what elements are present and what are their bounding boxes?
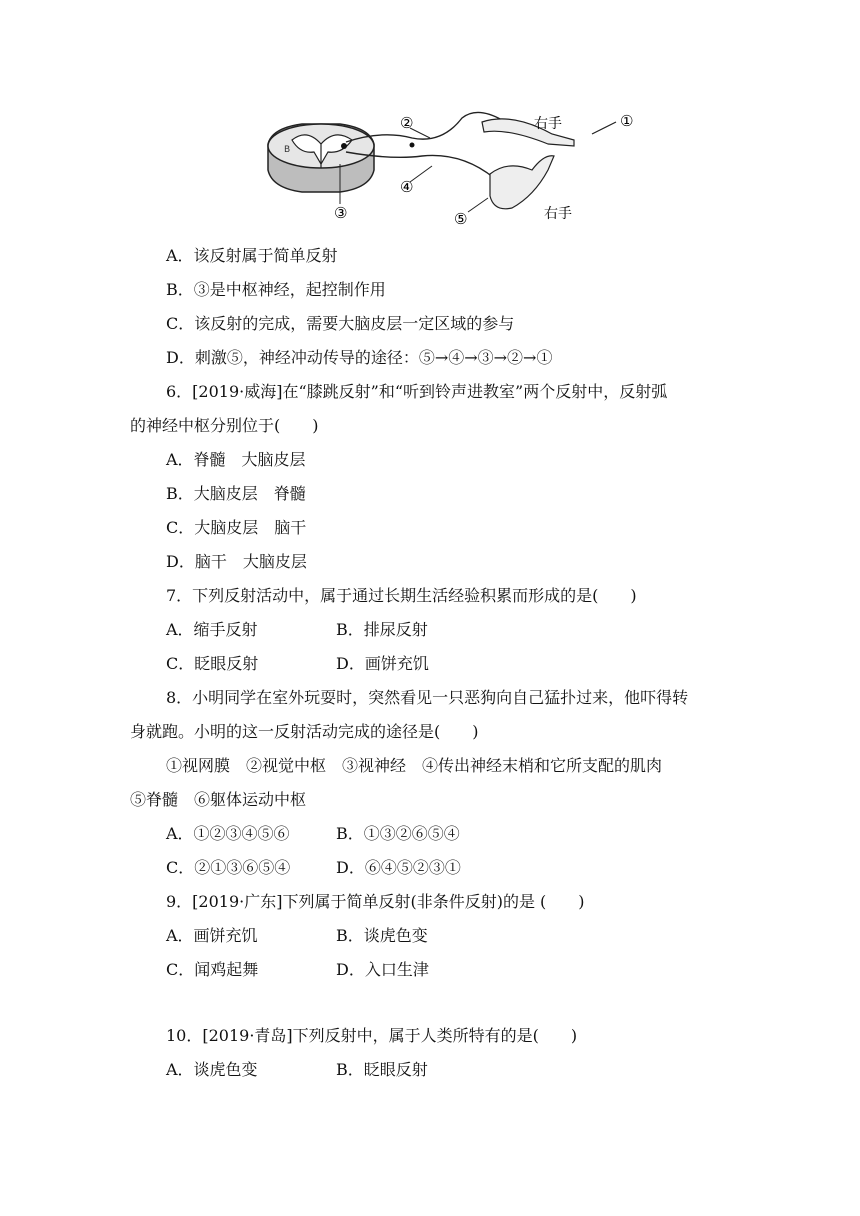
q6-option-d: D．脑干 大脑皮层 bbox=[166, 552, 307, 571]
q9-stem: 9．[2019·广东]下列属于简单反射(非条件反射)的是 ( ) bbox=[166, 892, 585, 911]
q7-row-cd bbox=[166, 652, 429, 676]
q5-option-c: C．该反射的完成，需要大脑皮层一定区域的参与 bbox=[166, 314, 515, 333]
q8-option-d: D．⑥④⑤②③① bbox=[336, 858, 461, 877]
q8-row-cd bbox=[166, 856, 461, 880]
q7-stem: 7．下列反射活动中，属于通过长期生活经验积累而形成的是( ) bbox=[166, 586, 637, 605]
q5-option-b: B．③是中枢神经，起控制作用 bbox=[166, 280, 386, 299]
q7-option-a: A．缩手反射 bbox=[166, 620, 258, 639]
q7-option-d: D．画饼充饥 bbox=[336, 654, 429, 673]
q6-stem-line1: 6．[2019·威海]在“膝跳反射”和“听到铃声进教室”两个反射中，反射弧 bbox=[166, 382, 668, 401]
reflex-arc-diagram bbox=[262, 100, 642, 232]
label-4: ④ bbox=[400, 178, 414, 196]
q8-stem-line2: 身就跑。小明的这一反射活动完成的途径是( ) bbox=[130, 722, 479, 741]
q5-option-d: D．刺激⑤，神经冲动传导的途径：⑤→④→③→②→① bbox=[166, 348, 553, 367]
spinal-cord-section bbox=[268, 124, 374, 192]
label-2: ② bbox=[400, 114, 414, 132]
q9-option-d: D．入口生津 bbox=[336, 960, 429, 979]
label-right-hand-bottom: 右手 bbox=[544, 206, 572, 222]
q8-stem-line4: ⑤脊髓 ⑥躯体运动中枢 bbox=[130, 790, 307, 809]
q9-option-b: B．谈虎色变 bbox=[336, 926, 428, 945]
q10-row-ab bbox=[166, 1058, 428, 1082]
label-1: ① bbox=[620, 112, 634, 130]
q9-row-ab bbox=[166, 924, 428, 948]
q6-option-a: A．脊髓 大脑皮层 bbox=[166, 450, 306, 469]
q9-option-a: A．画饼充饥 bbox=[166, 926, 258, 945]
q6-option-c: C．大脑皮层 脑干 bbox=[166, 518, 307, 537]
q9-option-c: C．闻鸡起舞 bbox=[166, 960, 259, 979]
q7-option-c: C．眨眼反射 bbox=[166, 654, 259, 673]
q8-row-ab bbox=[166, 822, 460, 846]
q8-stem-line3: ①视网膜 ②视觉中枢 ③视神经 ④传出神经末梢和它所支配的肌肉 bbox=[166, 756, 663, 775]
q8-option-a: A．①②③④⑤⑥ bbox=[166, 824, 290, 843]
q10-option-a: A．谈虎色变 bbox=[166, 1060, 258, 1079]
q8-stem-line1: 8．小明同学在室外玩耍时，突然看见一只恶狗向自己猛扑过来，他吓得转 bbox=[166, 688, 689, 707]
q5-option-a: A．该反射属于简单反射 bbox=[166, 246, 338, 265]
q7-row-ab bbox=[166, 618, 428, 642]
label-right-hand-top: 右手 bbox=[534, 116, 562, 132]
label-5: ⑤ bbox=[454, 210, 468, 228]
q8-option-c: C．②①③⑥⑤④ bbox=[166, 858, 291, 877]
section-letter: B bbox=[284, 145, 291, 155]
q7-option-b: B．排尿反射 bbox=[336, 620, 428, 639]
q8-option-b: B．①③②⑥⑤④ bbox=[336, 824, 460, 843]
q10-option-b: B．眨眼反射 bbox=[336, 1060, 428, 1079]
lower-arm bbox=[490, 156, 554, 209]
q6-stem-line2: 的神经中枢分别位于( ) bbox=[130, 416, 319, 435]
q9-row-cd bbox=[166, 958, 429, 982]
label-3: ③ bbox=[334, 204, 348, 222]
q10-stem: 10．[2019·青岛]下列反射中，属于人类所特有的是( ) bbox=[166, 1026, 578, 1045]
q6-option-b: B．大脑皮层 脊髓 bbox=[166, 484, 306, 503]
